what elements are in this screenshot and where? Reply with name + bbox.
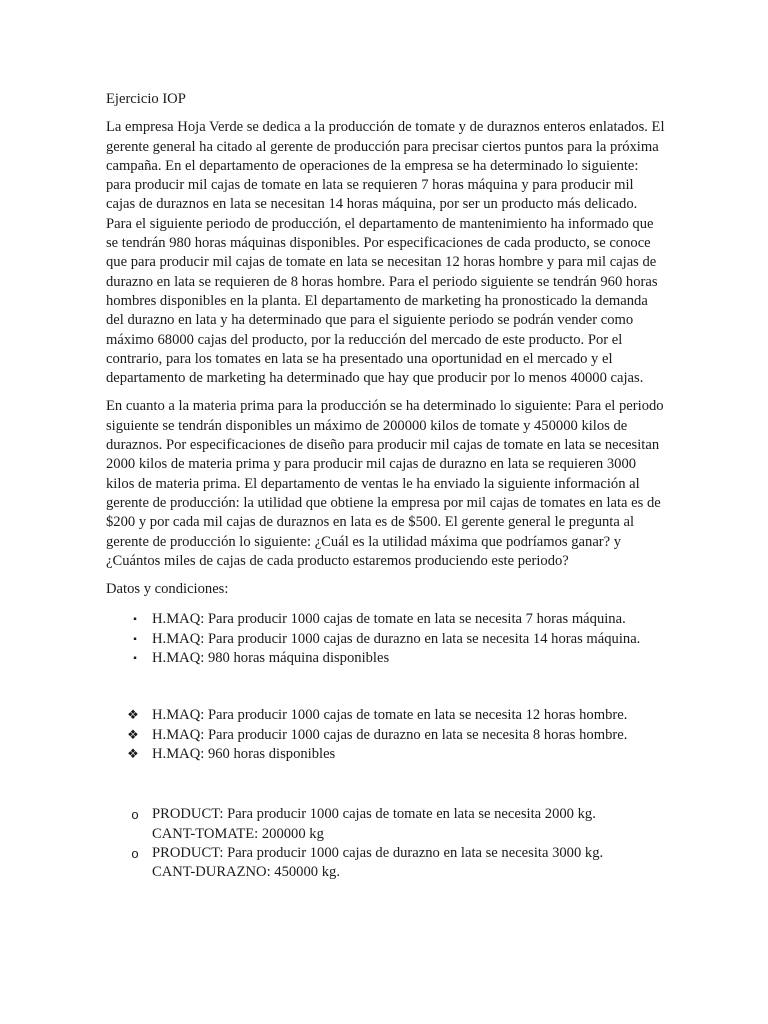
- man-hours-list: [106, 706, 666, 764]
- list-item: [106, 706, 666, 725]
- paragraph-raw-material: En cuanto a la materia prima para la producción se ha determinado lo siguiente: Para el periodo siguiente se tendrán disponibles un máximo de 200000 kilos de tomate y 450000 kilos de duraznos. Por especificaciones de diseño para producir mil cajas de tomate en lata se necesitan 2000 kilos de materia prima y para producir mil cajas de durazno en lata se requieren 3000 kilos de materia prima. El departamento de ventas le ha enviado la siguiente información al gerente de producción: la utilidad que obtiene la empresa por mil cajas de tomates en lata es de $200 y por cada mil cajas de duraznos en lata es de $500. El gerente general le pregunta al gerente de producción lo siguiente: ¿Cuál es la utilidad máxima que podríamos ganar? y ¿Cuántos miles de cajas de cada producto estaremos produciendo este periodo?: [106, 398, 664, 569]
- list-item: [106, 610, 666, 629]
- list-item-text: PRODUCT: Para producir 1000 cajas de tomate en lata se necesita 2000 kg.: [152, 806, 596, 823]
- list-item-text: H.MAQ: Para producir 1000 cajas de tomate en lata se necesita 7 horas máquina.: [152, 611, 626, 628]
- square-bullet-icon: ▪: [133, 614, 137, 626]
- list-item-text: H.MAQ: 960 horas disponibles: [152, 745, 336, 762]
- list-item-subtext: CANT-DURAZNO: 450000 kg.: [152, 864, 340, 881]
- spacer: [106, 764, 666, 805]
- spacer: [106, 668, 666, 706]
- list-item: [106, 844, 666, 883]
- diamond-bullet-icon: ❖: [127, 746, 139, 762]
- paragraph-production: La empresa Hoja Verde se dedica a la producción de tomate y de duraznos enteros enlatados. El gerente general ha citado al gerente de producción para precisar ciertos puntos para la próxima campaña. En el departamento de operaciones de la empresa se ha determinado lo siguiente: para producir mil cajas de tomate en lata se requieren 7 horas máquina y para producir mil cajas de duraznos en lata se necesitan 14 horas máquina, por ser un producto más delicado. Para el siguiente periodo de producción, el departamento de mantenimiento ha informado que se tendrán 980 horas máquinas disponibles. Por especificaciones de cada producto, se conoce que para producir mil cajas de tomate en lata se necesitan 12 horas hombre y para mil cajas de durazno en lata se requieren de 8 horas hombre. Para el periodo siguiente se tendrán 960 horas hombres disponibles en la planta. El departamento de marketing ha pronosticado la demanda del durazno en lata y ha determinado que para el siguiente periodo se podrán vender como máximo 68000 cajas del producto, por la reducción del mercado de este producto. Por el contrario, para los tomates en lata se ha presentado una oportunidad en el mercado y el departamento de marketing ha determinado que hay que producir por lo menos 40000 cajas.: [106, 119, 665, 387]
- list-item-subtext: CANT-TOMATE: 200000 kg: [152, 825, 324, 842]
- list-item-text: H.MAQ: Para producir 1000 cajas de durazno en lata se necesita 14 horas máquina.: [152, 630, 641, 647]
- raw-material-list: [106, 805, 666, 882]
- list-item: [106, 726, 666, 745]
- list-item: [106, 745, 666, 764]
- diamond-bullet-icon: ❖: [127, 708, 139, 724]
- circle-bullet-icon: o: [131, 845, 139, 861]
- document-page: [106, 90, 666, 882]
- document-title: Ejercicio IOP: [106, 91, 186, 107]
- list-item: [106, 805, 666, 844]
- diamond-bullet-icon: ❖: [127, 727, 139, 743]
- square-bullet-icon: ▪: [133, 653, 137, 665]
- conditions-label: Datos y condiciones:: [106, 581, 229, 598]
- list-item-text: H.MAQ: Para producir 1000 cajas de durazno en lata se necesita 8 horas hombre.: [152, 726, 628, 743]
- machine-hours-list: [106, 610, 666, 668]
- circle-bullet-icon: o: [131, 807, 139, 823]
- list-item-text: H.MAQ: Para producir 1000 cajas de tomate en lata se necesita 12 horas hombre.: [152, 707, 628, 724]
- list-item-text: PRODUCT: Para producir 1000 cajas de durazno en lata se necesita 3000 kg.: [152, 844, 604, 861]
- list-item-text: H.MAQ: 980 horas máquina disponibles: [152, 650, 390, 667]
- list-item: [106, 649, 666, 668]
- list-item: [106, 630, 666, 649]
- square-bullet-icon: ▪: [133, 633, 137, 645]
